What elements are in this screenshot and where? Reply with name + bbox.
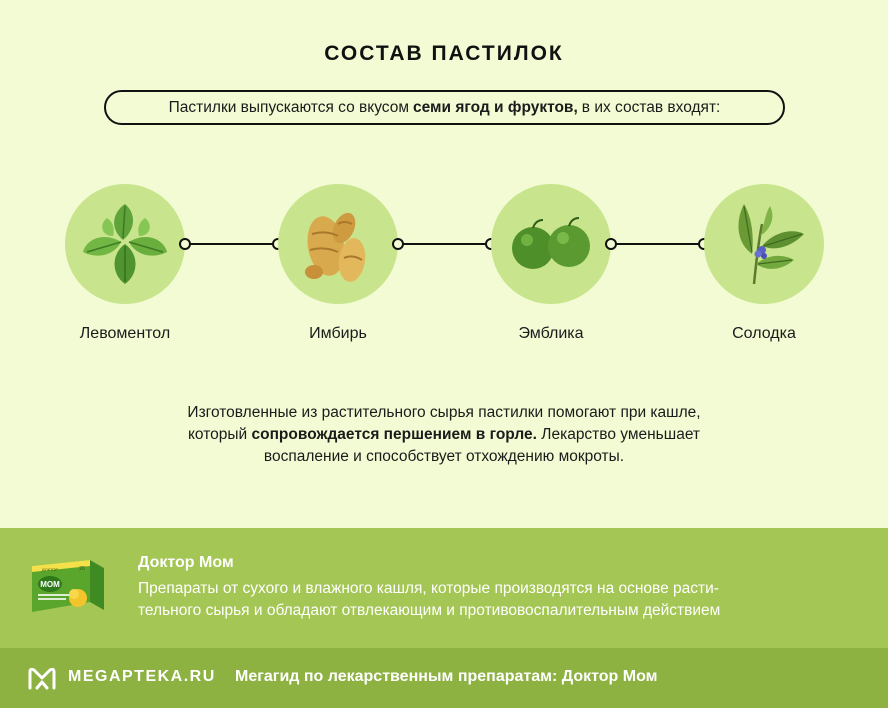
footer-guide-link[interactable]: Мегагид по лекарственным препаратам: Доктор Мом: [235, 668, 658, 685]
connector-line: [185, 243, 278, 245]
description-line-3: воспаление и способствует отхождению мокроты.: [263, 448, 625, 465]
page-title: СОСТАВ ПАСТИЛОК: [324, 42, 564, 65]
ginger-icon: [278, 184, 398, 304]
ingredients-chain: [0, 180, 888, 310]
product-band: [0, 528, 888, 648]
product-box-count: 20: [79, 566, 85, 572]
product-description-line-2: тельного сырья и обладают отвлекающим и противовоспалительным действием: [138, 602, 721, 619]
ingredient-label-amla: Эмблика: [518, 325, 584, 342]
product-name[interactable]: Доктор Мом: [138, 554, 234, 571]
footer: [0, 648, 888, 708]
ingredient-label-ginger: Имбирь: [309, 325, 367, 342]
ingredient-label-mint: Левоментол: [79, 325, 171, 342]
description: [100, 402, 788, 468]
ingredient-circle-amla: [491, 184, 611, 304]
connector-dot: [392, 238, 404, 250]
description-line-1: Изготовленные из растительного сырья пастилки помогают при кашле,: [187, 404, 701, 421]
licorice-icon: [704, 184, 824, 304]
product-box-brand: МОМ: [40, 580, 60, 589]
mint-icon: [65, 184, 185, 304]
connector-line: [398, 243, 491, 245]
megapteka-logo-text[interactable]: MEGAPTEKA.RU: [68, 668, 216, 685]
description-line-2: [100, 424, 788, 446]
connector-dot: [179, 238, 191, 250]
description-line-2-after: Лекарство уменьшает: [541, 426, 701, 443]
megapteka-logo-icon[interactable]: [28, 666, 56, 690]
description-line-2-bold: сопровождается першением в горле.: [251, 426, 537, 443]
ingredient-circle-licorice: [704, 184, 824, 304]
ingredient-circle-ginger: [278, 184, 398, 304]
ingredient-circle-mint: [65, 184, 185, 304]
product-description-line-1: Препараты от сухого и влажного кашля, которые производятся на основе расти-: [138, 580, 719, 597]
subtitle-pill: [104, 90, 785, 125]
product-description: [138, 578, 838, 622]
subtitle-text-before: Пастилки выпускаются со вкусом: [168, 98, 409, 116]
subtitle-text-after: в их состав входят:: [581, 98, 721, 116]
connector-line: [611, 243, 704, 245]
ingredient-label-licorice: Солодка: [732, 325, 796, 342]
amla-icon: [491, 184, 611, 304]
product-box-image: [28, 552, 108, 622]
product-box-top-text: ДОКТОР: [41, 567, 59, 572]
description-line-2-before: который: [187, 426, 248, 443]
subtitle-text-bold: семи ягод и фруктов,: [413, 98, 578, 116]
connector-dot: [605, 238, 617, 250]
